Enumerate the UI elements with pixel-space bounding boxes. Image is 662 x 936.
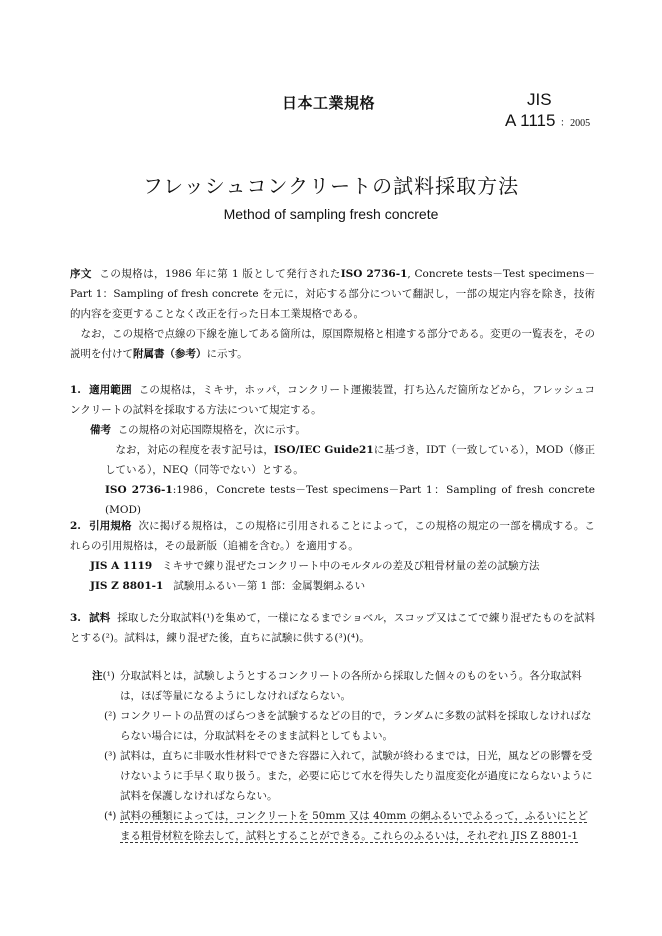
remark-note-text-2: に基づき，IDT（一致している），MOD（修正している），NEQ（同等でない）とする。 [105, 444, 595, 476]
preface-label: 序文 [70, 268, 92, 280]
note-item [92, 666, 595, 706]
document-subtitle: Method of sampling fresh concrete [223, 206, 439, 222]
remark-label: 備考 [90, 424, 111, 436]
section-1-remark [90, 420, 595, 440]
remark-text: この規格の対応国際規格を，次に示す。 [117, 424, 306, 436]
section-1 [70, 380, 595, 420]
section-2-text: 次に掲げる規格は，この規格に引用されることによって，この規格の規定の一部を構成する。これらの引用規格は，その最新版（追補を含む。）を適用する。 [70, 520, 596, 552]
standard-name: 日本工業規格 [282, 94, 376, 112]
section-2-number: 2. [70, 520, 81, 532]
note-text: 試料の種類によっては，コンクリートを 50mm 又は 40mm の網ふるいでふるって，ふるいにとどまる粗骨材粒を除去して，試料とすることができる。これらのふるいは，それぞれ JIS Z 8801-1 [120, 810, 588, 842]
section-1-text: この規格は，ミキサ，ホッパ，コンクリート運搬装置，打ち込んだ箇所などから，フレッシュコンクリートの試料を採取する方法について規定する。 [70, 384, 595, 416]
standard-year: ：2005 [560, 118, 591, 129]
section-3-number: 3. [70, 612, 81, 624]
reference-code: JIS Z 8801-1 [90, 580, 164, 592]
iso-description: :1986，Concrete tests－Test specimens－Part 1：Sampling of fresh concrete (MOD) [105, 484, 595, 516]
section-2-heading: 引用規格 [88, 520, 132, 532]
section-3-text: 採取した分取試料(¹)を集めて，一様になるまでショベル，スコップ又はこてで練り混ぜたものを試料とする(²)。試料は，練り混ぜた後，直ちに試験に供する(³)(⁴)。 [70, 612, 596, 644]
remark-note-text-1: なお，対応の程度を表す記号は， [115, 444, 274, 456]
reference-title: ミキサで練り混ぜたコンクリート中のモルタルの差及び粗骨材量の差の試験方法 [162, 560, 540, 572]
annex-ref: 附属書（参考） [133, 348, 207, 360]
preface-text-1: この規格は，1986 年に第 1 版として発行された [99, 268, 341, 280]
section-1-number: 1. [70, 384, 81, 396]
section-2 [70, 516, 595, 556]
iso-correspondence [105, 480, 595, 520]
remark-note [105, 440, 595, 480]
section-1-heading: 適用範囲 [88, 384, 132, 396]
reference-item [90, 576, 595, 596]
note-mark [92, 666, 115, 686]
note-number: (³) [104, 750, 117, 762]
note-number: (¹) [102, 670, 115, 682]
jis-label: JIS [527, 90, 552, 109]
document-title: フレッシュコンクリートの試料採取方法 [142, 174, 520, 198]
section-3 [70, 608, 595, 648]
reference-list [90, 556, 595, 596]
preface-para2-text-1: なお，この規格で点線の下線を施してある箇所は，原国際規格と相違する部分である。変更の一覧表を，その説明を付けて [70, 328, 595, 360]
preface-para2-text-2: に示す。 [206, 348, 248, 360]
reference-code: JIS A 1119 [90, 560, 153, 572]
reference-item [90, 556, 595, 576]
preface-paragraph [70, 264, 595, 324]
note-item [92, 806, 595, 846]
preface-text-2: , Concrete tests－Test specimens－Part 1：Sampling of fresh concrete を元に，対応する部分について翻訳し，一部の規定内容を除き，技術的内容を変更することなく改正を行った日本工業規格である。 [70, 268, 596, 320]
note-number: (²) [104, 710, 117, 722]
note-number: (⁴) [104, 810, 117, 822]
standard-number [505, 111, 590, 131]
preface-paragraph-2 [70, 324, 595, 364]
preface-iso-ref: ISO 2736-1 [340, 268, 408, 280]
remark-guide-ref: ISO/IEC Guide21 [273, 444, 374, 456]
note-text: コンクリートの品質のばらつきを試験するなどの目的で，ランダムに多数の試料を採取しなければならない場合には，分取試料をそのまま試料としてもよい。 [120, 710, 592, 742]
section-3-heading: 試料 [88, 612, 111, 624]
standard-code: A 1115 [505, 111, 556, 130]
note-item [92, 706, 595, 746]
note-item [92, 746, 595, 806]
note-text: 分取試料とは，試験しようとするコンクリートの各所から採取した個々のものをいう。各分取試料は，ほぼ等量になるようにしなければならない。 [120, 670, 582, 702]
notes-label: 注 [92, 670, 103, 682]
reference-title: 試験用ふるい－第 1 部：金属製網ふるい [173, 580, 366, 592]
iso-code: ISO 2736-1 [105, 484, 173, 496]
note-text: 試料は，直ちに非吸水性材料でできた容器に入れて，試験が終わるまでは，日光，風などの影響を受けないように手早く取り扱う。また，必要に応じて水を得失したり温度変化が過度にならないように試料を保護しなければならない。 [120, 750, 593, 802]
